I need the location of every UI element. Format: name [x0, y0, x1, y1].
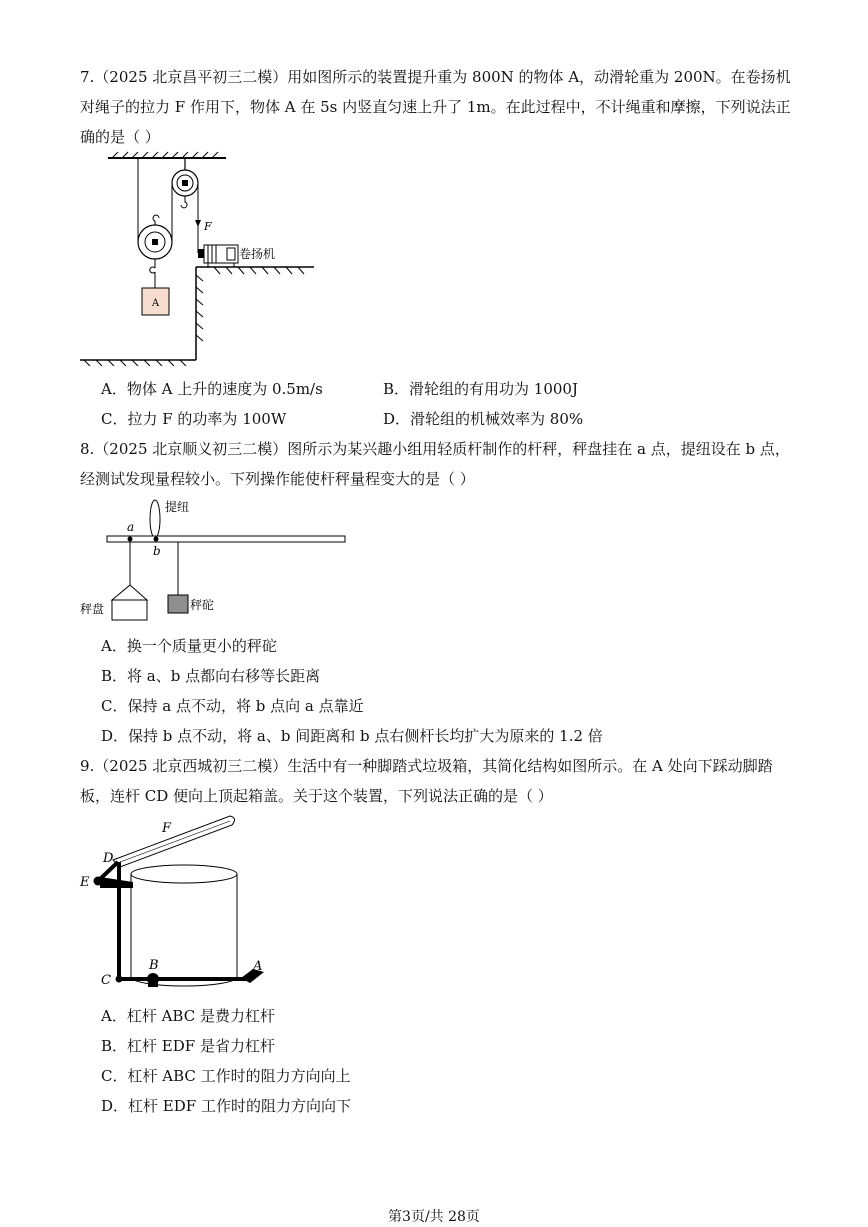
q8-stem: 8.（2025 北京顺义初三二模）图所示为某兴趣小组用轻质杆制作的杆秤，秤盘挂在 a 点，提纽设在 b 点，经测试发现量程较小。下列操作能使杆秤量程变大的是（ ）	[80, 440, 790, 488]
counterweight	[168, 595, 188, 613]
q7-option-a: A．物体 A 上升的速度为 0.5m/s	[101, 380, 323, 398]
q8-option-c: C．保持 a 点不动，将 b 点向 a 点靠近	[101, 697, 364, 715]
q9-option-a: A．杠杆 ABC 是费力杠杆	[101, 1007, 275, 1025]
q9-option-b: B．杠杆 EDF 是省力杠杆	[101, 1037, 275, 1055]
q7-option-d: D．滑轮组的机械效率为 80%	[383, 410, 584, 428]
movable-pulley	[138, 225, 172, 259]
label-C: C	[101, 973, 111, 988]
label-winch: 卷扬机	[239, 247, 276, 261]
label-weight: 秤砣	[190, 598, 215, 612]
q7-option-b: B．滑轮组的有用功为 1000J	[383, 380, 578, 398]
label-a: a	[127, 520, 135, 534]
page-footer: 第3页/共 28页	[388, 1209, 480, 1225]
label-block-A: A	[151, 298, 160, 309]
label-E: E	[80, 875, 90, 890]
label-knob: 提纽	[165, 500, 190, 514]
pulley-system-figure	[78, 150, 318, 368]
q9-option-c: C．杠杆 ABC 工作时的阻力方向向上	[101, 1067, 351, 1085]
q9-stem: 9.（2025 北京西城初三二模）生活中有一种脚踏式垃圾箱，其简化结构如图所示。在 A 处向下踩动脚踏板，连杆 CD 便向上顶起箱盖。关于这个装置，下列说法正确的是（ ）	[80, 757, 773, 805]
fixed-pulley	[172, 170, 198, 196]
q7-option-c: C．拉力 F 的功率为 100W	[101, 410, 287, 428]
q8-option-a: A．换一个质量更小的秤砣	[101, 637, 277, 655]
steelyard-figure	[78, 497, 350, 625]
winch	[198, 245, 238, 267]
label-A: A	[253, 959, 263, 974]
bin-body	[131, 865, 237, 986]
trash-can-figure	[78, 812, 273, 992]
steelyard-rod	[107, 536, 345, 542]
scale-pan	[112, 585, 147, 620]
q7-stem: 7.（2025 北京昌平初三二模）用如图所示的装置提升重为 800N 的物体 A，动滑轮重为 200N。在卷扬机对绳子的拉力 F 作用下，物体 A 在 5s 内竖直匀速上升了 1m。在此过程中，不计绳重和摩擦，下列说法正确的是（ ）	[80, 68, 791, 146]
q8-option-b: B．将 a、b 点都向右移等长距离	[101, 667, 321, 685]
label-F: F	[162, 821, 172, 836]
q8-option-d: D．保持 b 点不动，将 a、b 间距离和 b 点右侧杆长均扩大为原来的 1.2 倍	[101, 727, 603, 745]
label-D: D	[103, 851, 114, 866]
label-B: B	[149, 958, 159, 973]
label-F: F	[204, 220, 212, 233]
q9-option-d: D．杠杆 EDF 工作时的阻力方向向下	[101, 1097, 351, 1115]
lid	[113, 816, 235, 867]
label-pan: 秤盘	[80, 602, 105, 616]
label-b: b	[153, 544, 161, 558]
